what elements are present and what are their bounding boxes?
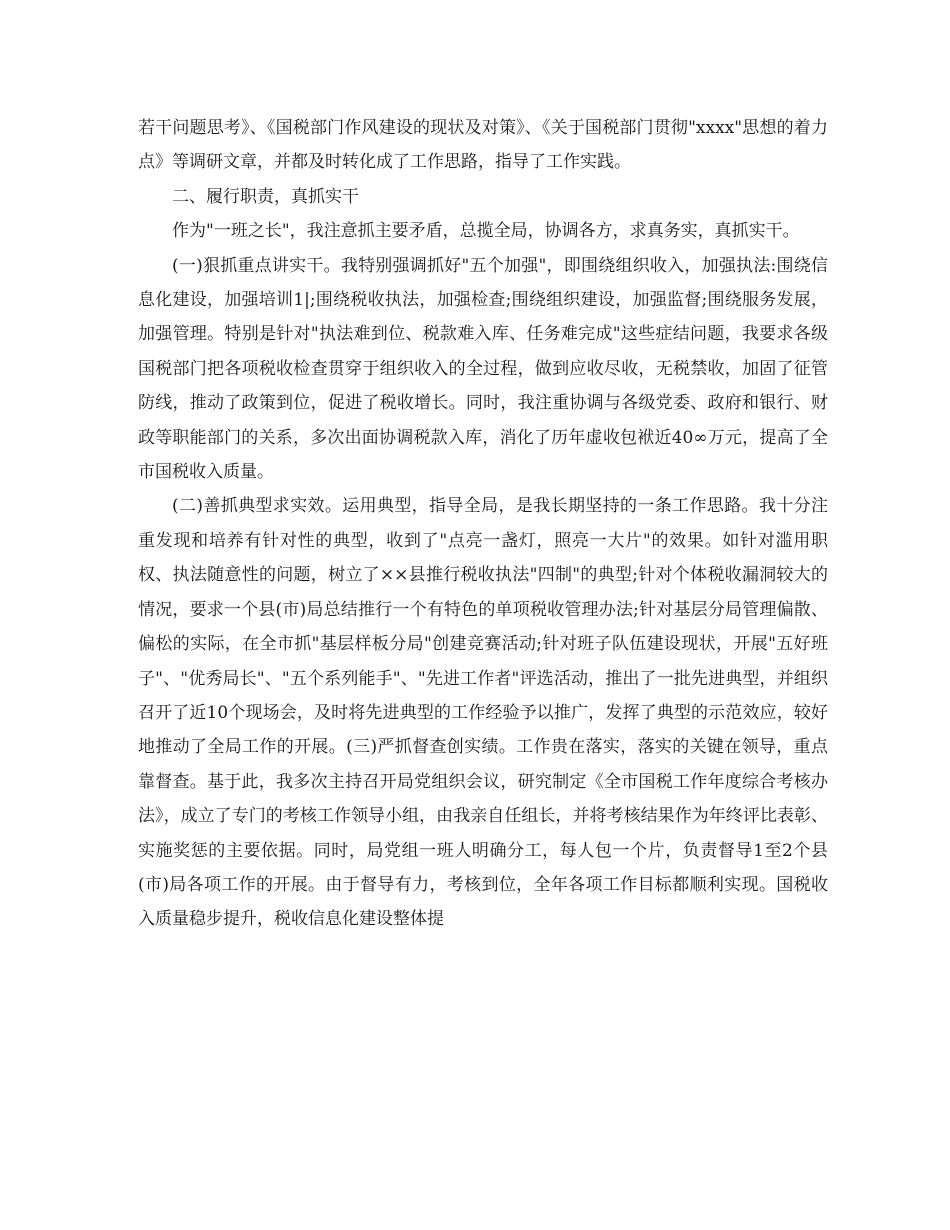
paragraph-intro: 作为"一班之长"，我注意抓主要矛盾，总揽全局，协调各方，求真务实，真抓实干。 xyxy=(172,221,800,242)
paragraph-continuation: 若干问题思考》、《国税部门作风建设的现状及对策》、《关于国税部门贯彻"xxxx"思想的着力点》等调研文章，并都及时转化成了工作思路，指导了工作实践。 xyxy=(138,118,828,173)
paragraph-item-2: (二)善抓典型求实效。运用典型，指导全局，是我长期坚持的一条工作思路。我十分注重发现和培养有针对性的典型，收到了"点亮一盏灯，照亮一大片"的效果。如针对滥用职权、执法随意性的问题，树立了××县推行税收执法"四制"的典型;针对个体税收漏洞较大的情况，要求一个县(市)局总结推行一个有特色的单项税收管理办法;针对基层分局管理偏散、偏松的实际，在全市抓"基层样板分局"创建竞赛活动;针对班子队伍建设现状，开展"五好班子"、"优秀局长"、"五个系列能手"、"先进工作者"评选活动，推出了一批先进典型，并组织召开了近10个现场会，及时将先进典型的工作经验予以推广，发挥了典型的示范效应，较好地推动了全局工作的开展。(三)严抓督查创实绩。工作贵在落实，落实的关键在领导，重点靠督查。基于此，我多次主持召开局党组织会议，研究制定《全市国税工作年度综合考核办法》，成立了专门的考核工作领导小组，由我亲自任组长，并将考核结果作为年终评比表彰、实施奖惩的主要依据。同时，局党组一班人明确分工，每人包一个片，负责督导1至2个县(市)局各项工作的开展。由于督导有力，考核到位，全年各项工作目标都顺利实现。国税收入质量稳步提升，税收信息化建设整体提 xyxy=(138,496,828,930)
document-body xyxy=(138,111,828,937)
section-heading: 二、履行职责，真抓实干 xyxy=(172,186,359,207)
paragraph-item-1: (一)狠抓重点讲实干。我特别强调抓好"五个加强"，即围绕组织收入，加强执法:围绕信息化建设，加强培训1|;围绕税收执法，加强检查;围绕组织建设，加强监督;围绕服务发展，加强管理。特别是针对"执法难到位、税款难入库、任务难完成"这些症结问题，我要求各级国税部门把各项税收检查贯穿于组织收入的全过程，做到应收尽收，无税禁收，加固了征管防线，推动了政策到位，促进了税收增长。同时，我注重协调与各级党委、政府和银行、财政等职能部门的关系，多次出面协调税款入库，消化了历年虚收包袱近40∞万元，提高了全市国税收入质量。 xyxy=(138,255,828,483)
